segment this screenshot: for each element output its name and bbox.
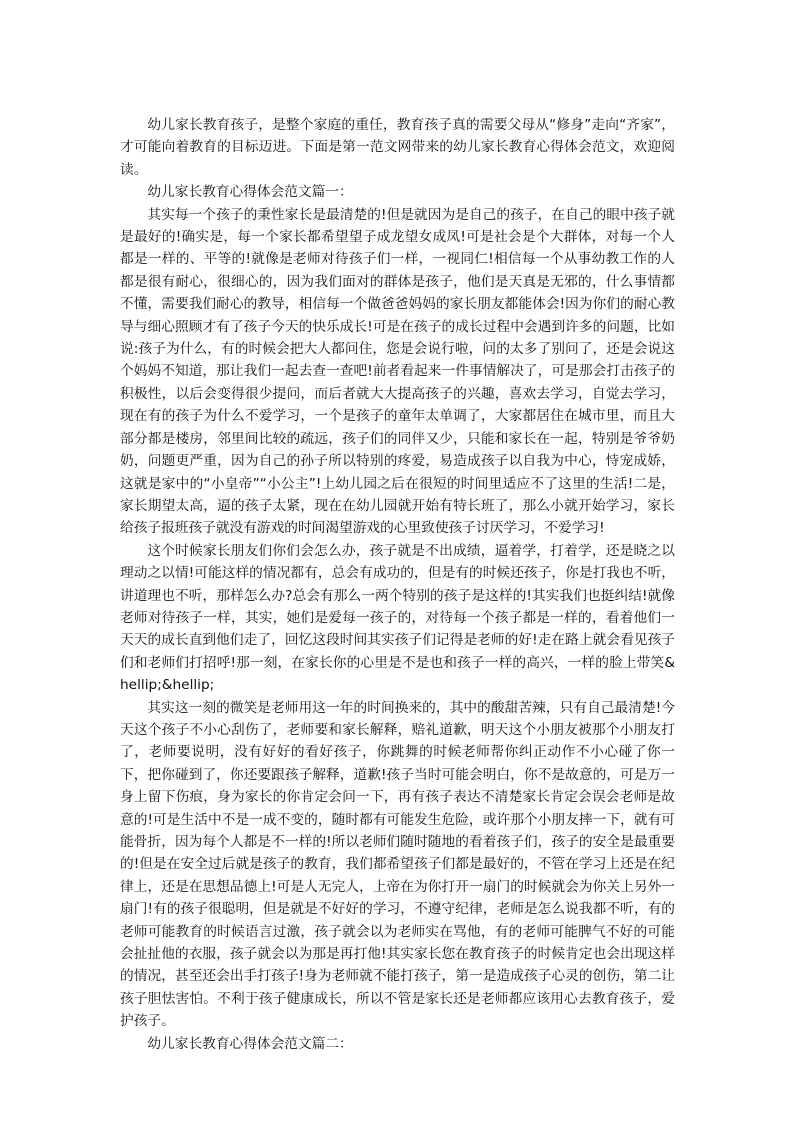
body-paragraph: 这个时候家长朋友们你们会怎么办，孩子就是不出成绩，逼着学，打着学，还是晓之以理动之以情!可能这样的情况都有，总会有成功的，但是有的时候还孩子，你是打我也不听，讲道理也不听，那样怎么办?总会有那么一两个特别的孩子是这样的!其实我们也挺纠结!就像老师对待孩子一样，其实，她们是爱每一孩子的，对待每一个孩子都是一样的，看着他们一天天的成长直到他们走了，回忆这段时间其实孩子们记得是老师的好!走在路上就会看见孩子们和老师们打招呼!那一刻，在家长你的心里是不是也和孩子一样的高兴，一样的脸上带笑&hellip;&hellip; <box>120 542 675 694</box>
body-paragraph: 其实每一个孩子的秉性家长是最清楚的!但是就因为是自己的孩子，在自己的眼中孩子就是最好的!确实是，每一个家长都希望望子成龙望女成凤!可是社会是个大群体，对每一个人都是一样的、平等的!就像是老师对待孩子们一样，一视同仁!相信每一个从事幼教工作的人都是很有耐心，很细心的，因为我们面对的群体是孩子，他们是天真是无邪的，什么事情都不懂，需要我们耐心的教导，相信每一个做爸爸妈妈的家长朋友都能体会!因为你们的耐心教导与细心照顾才有了孩子今天的快乐成长!可是在孩子的成长过程中会遇到许多的问题，比如说:孩子为什么，有的时候会把大人都问住，您是会说行啦，问的太多了别问了，还是会说这个妈妈不知道，那让我们一起去查一查吧!前者看起来一件事情解决了，可是那会打击孩子的积极性，以后会变得很少提问，而后者就大大提高孩子的兴趣，喜欢去学习，自觉去学习，现在有的孩子为什么不爱学习，一个是孩子的童年太单调了，大家都居住在城市里，而且大部分都是楼房，邻里间比较的疏远，孩子们的同伴又少，只能和家长在一起，特别是爷爷奶奶，问题更严重，因为自己的孙子所以特别的疼爱，易造成孩子以自我为中心，恃宠成娇，这就是家中的“小皇帝”“小公主”!上幼儿园之后在很短的时间里适应不了这里的生活!二是，家长期望太高，逼的孩子太紧，现在在幼儿园就开始有特长班了，那么小就开始学习，家长给孩子报班孩子就没有游戏的时间渴望游戏的心里致使孩子讨厌学习，不爱学习! <box>120 206 675 537</box>
document-page <box>120 114 675 1055</box>
section-heading-1: 幼儿家长教育心得体会范文篇一： <box>147 184 353 201</box>
intro-paragraph: 幼儿家长教育孩子，是整个家庭的重任，教育孩子真的需要父母从“修身”走向“齐家”，才可能向着教育的目标迈进。下面是第一范文网带来的幼儿家长教育心得体会范文，欢迎阅读。 <box>120 117 675 178</box>
section-heading-2: 幼儿家长教育心得体会范文篇二： <box>147 1035 353 1052</box>
body-paragraph: 其实这一刻的微笑是老师用这一年的时间换来的，其中的酸甜苦辣，只有自己最清楚!今天这个孩子不小心刮伤了，老师要和家长解释，赔礼道歉，明天这个小朋友被那个小朋友打了，老师要说明，没有好好的看好孩子，你跳舞的时候老师帮你纠正动作不小心碰了你一下，把你碰到了，你还要跟孩子解释，道歉!孩子当时可能会明白，你不是故意的，可是万一身上留下伤痕，身为家长的你肯定会问一下，再有孩子表达不清楚家长肯定会误会老师是故意的!可是生活中不是一成不变的，随时都有可能发生危险，或许那个小朋友摔一下，就有可能骨折，因为每个人都是不一样的!所以老师们随时随地的看着孩子们，孩子的安全是最重要的!但是在安全过后就是孩子的教育，我们都希望孩子们都是最好的，不管在学习上还是在纪律上，还是在思想品德上!可是人无完人，上帝在为你打开一扇门的时候就会为你关上另外一扇门!有的孩子很聪明，但是就是不好好的学习，不遵守纪律，老师是怎么说我都不听，有的老师可能教育的时候语言过激，孩子就会以为老师实在骂他，有的老师可能脾气不好的可能会扯扯他的衣服，孩子就会以为那是再打他!其实家长您在教育孩子的时候肯定也会出现这样的情况，甚至还会出手打孩子!身为老师就不能打孩子，第一是造成孩子心灵的创伤，第二让孩子胆怯害怕。不利于孩子健康成长，所以不管是家长还是老师都应该用心去教育孩子，爱护孩子。 <box>120 699 675 1030</box>
